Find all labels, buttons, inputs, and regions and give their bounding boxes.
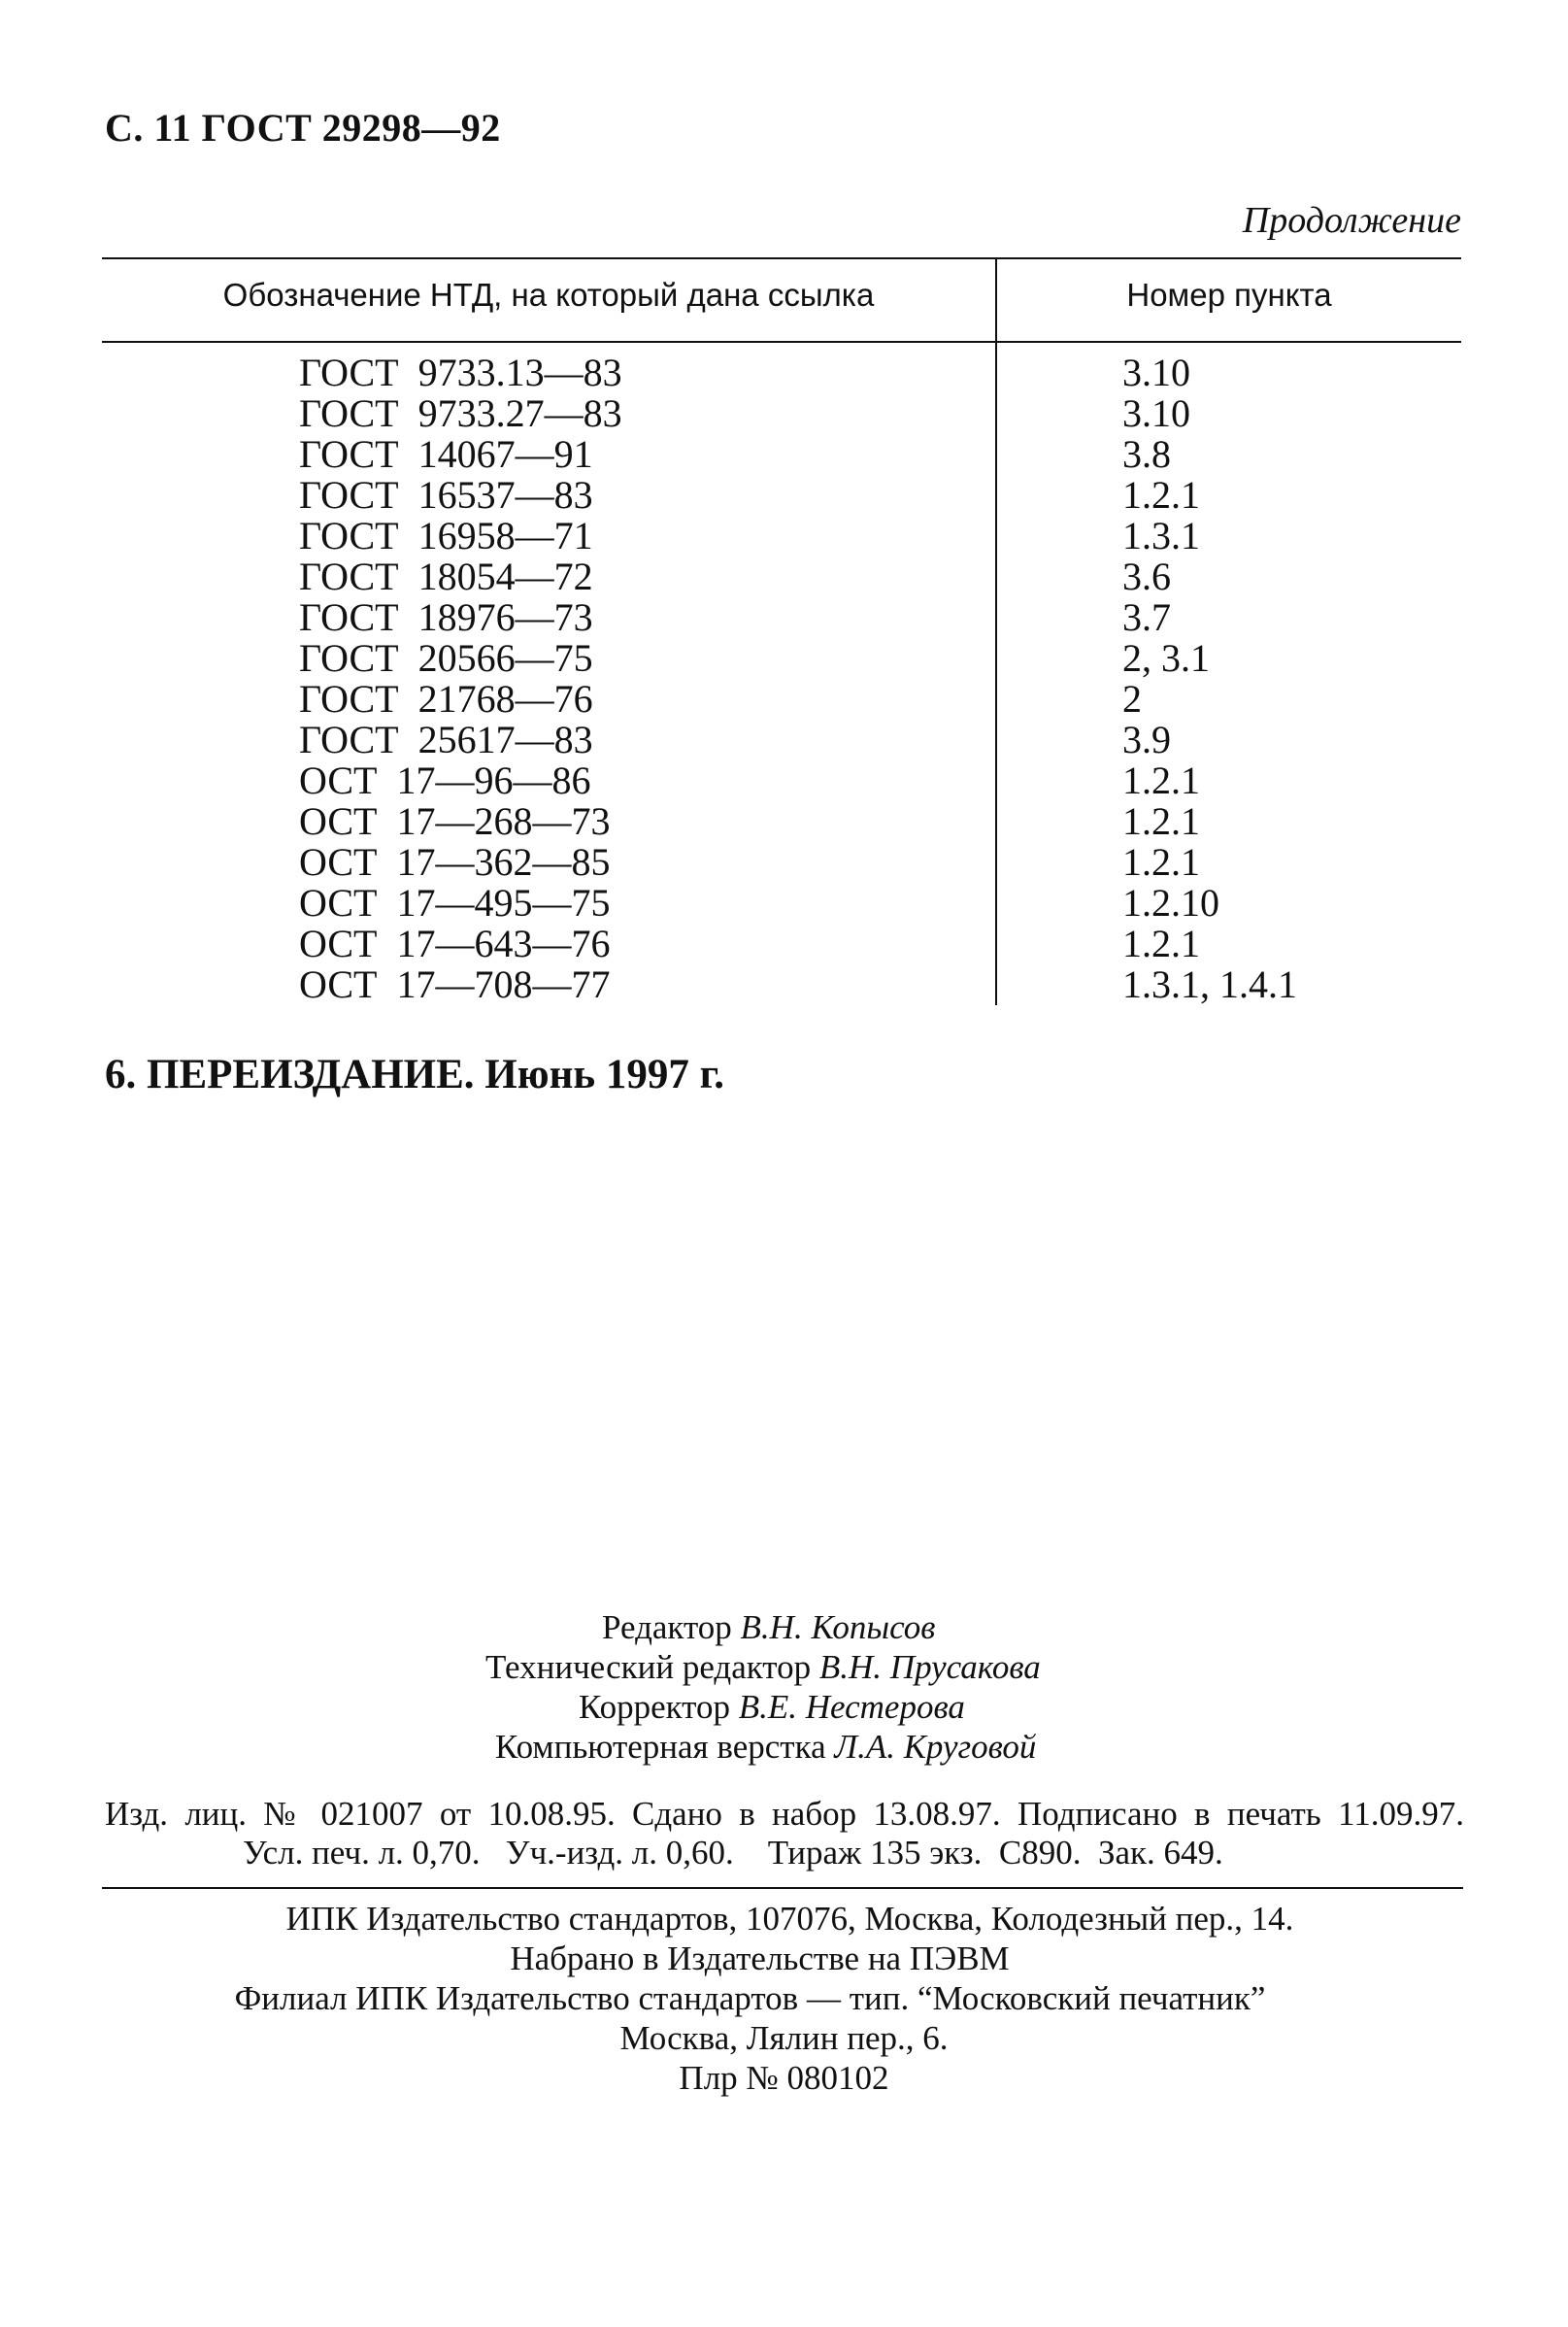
imprint-line-2: Усл. печ. л. 0,70. Уч.-изд. л. 0,60. Тираж 135 экз. С890. Зак. 649.: [243, 1834, 1223, 1872]
table-row: [102, 842, 1461, 883]
tech-editor-role: Технический редактор: [485, 1648, 812, 1686]
continuation-label: Продолжение: [1242, 200, 1461, 241]
table-top-rule: [102, 257, 1461, 259]
editor-name: В.Н. Копысов: [740, 1608, 936, 1646]
clause-number: 1.2.1: [1122, 840, 1200, 884]
table-row: [102, 720, 1461, 760]
clause-number: 2, 3.1: [1122, 636, 1210, 680]
publisher-block: [0, 1899, 1568, 2098]
editor-role: Редактор: [602, 1608, 732, 1646]
table-row: [102, 556, 1461, 597]
clause-number: 2: [1122, 677, 1142, 721]
credits-block: [0, 1607, 1568, 1767]
clause-number: 1.2.10: [1122, 881, 1219, 925]
column-header-designation: Обозначение НТД, на который дана ссылка: [222, 277, 875, 313]
clause-number: 3.10: [1122, 391, 1190, 435]
doc-designation: ГОСТ 16958—71: [299, 514, 593, 557]
table-row: [102, 475, 1461, 516]
table-row: [102, 679, 1461, 720]
clause-number: 3.6: [1122, 555, 1171, 598]
tech-editor-name: В.Н. Прусакова: [818, 1648, 1041, 1686]
credit-layout: [0, 1727, 1568, 1767]
doc-designation: ОСТ 17—708—77: [299, 962, 611, 1006]
table-row: [102, 597, 1461, 638]
reissue-note: 6. ПЕРЕИЗДАНИЕ. Июнь 1997 г.: [105, 1052, 725, 1097]
imprint-block: [105, 1795, 1464, 1872]
table-row: [102, 516, 1461, 556]
doc-designation: ОСТ 17—362—85: [299, 840, 611, 884]
table-row: [102, 393, 1461, 434]
doc-designation: ГОСТ 16537—83: [299, 473, 593, 517]
clause-number: 3.7: [1122, 595, 1171, 639]
clause-number: 3.9: [1122, 718, 1171, 761]
table-row: [102, 638, 1461, 679]
doc-designation: ОСТ 17—643—76: [299, 922, 611, 965]
credit-tech-editor: [0, 1647, 1568, 1687]
imprint-line-1: Изд. лиц. № 021007 от 10.08.95. Сдано в набор 13.08.97. Подписано в печать 11.09.97.: [105, 1795, 1464, 1833]
table-row: [102, 434, 1461, 475]
column-header-clause: Номер пункта: [1126, 277, 1332, 313]
proofreader-name: В.Е. Нестерова: [738, 1688, 965, 1726]
table-row: [102, 353, 1461, 393]
layout-name: Л.А. Круговой: [834, 1728, 1037, 1766]
table-row: [102, 760, 1461, 801]
clause-number: 1.3.1, 1.4.1: [1122, 962, 1297, 1006]
page-header: С. 11 ГОСТ 29298—92: [105, 106, 501, 150]
publisher-line-5: Плр № 080102: [679, 2059, 889, 2097]
clause-number: 1.2.1: [1122, 799, 1200, 843]
clause-number: 3.10: [1122, 351, 1190, 394]
doc-designation: ОСТ 17—495—75: [299, 881, 611, 925]
doc-designation: ГОСТ 14067—91: [299, 432, 593, 476]
doc-designation: ГОСТ 20566—75: [299, 636, 593, 680]
publisher-line-4: Москва, Лялин пер., 6.: [619, 2019, 949, 2057]
clause-number: 1.2.1: [1122, 759, 1200, 802]
table-row: [102, 964, 1461, 1005]
doc-designation: ГОСТ 9733.13—83: [299, 351, 622, 394]
publisher-line-1: ИПК Издательство стандартов, 107076, Москва, Колодезный пер., 14.: [285, 1900, 1294, 1938]
layout-role: Компьютерная верстка: [495, 1728, 826, 1766]
credit-proofreader: [0, 1687, 1568, 1727]
doc-designation: ГОСТ 9733.27—83: [299, 391, 622, 435]
table-row: [102, 924, 1461, 964]
doc-designation: ОСТ 17—268—73: [299, 799, 611, 843]
clause-number: 1.2.1: [1122, 922, 1200, 965]
table-row: [102, 883, 1461, 924]
doc-designation: ГОСТ 18054—72: [299, 555, 593, 598]
publisher-line-3: Филиал ИПК Издательство стандартов — тип. “Московский печатник”: [234, 1979, 1266, 2017]
clause-number: 3.8: [1122, 432, 1171, 476]
imprint-divider: [102, 1887, 1463, 1889]
clause-number: 1.3.1: [1122, 514, 1200, 557]
doc-designation: ГОСТ 18976—73: [299, 595, 593, 639]
table-header-rule: [102, 341, 1461, 343]
table-body: [102, 353, 1461, 1005]
table-row: [102, 801, 1461, 842]
proofreader-role: Корректор: [579, 1688, 731, 1726]
publisher-line-2: Набрано в Издательстве на ПЭВМ: [510, 1939, 1010, 1977]
credit-editor: [0, 1607, 1568, 1647]
clause-number: 1.2.1: [1122, 473, 1200, 517]
doc-designation: ГОСТ 25617—83: [299, 718, 593, 761]
doc-designation: ОСТ 17—96—86: [299, 759, 591, 802]
doc-designation: ГОСТ 21768—76: [299, 677, 593, 721]
